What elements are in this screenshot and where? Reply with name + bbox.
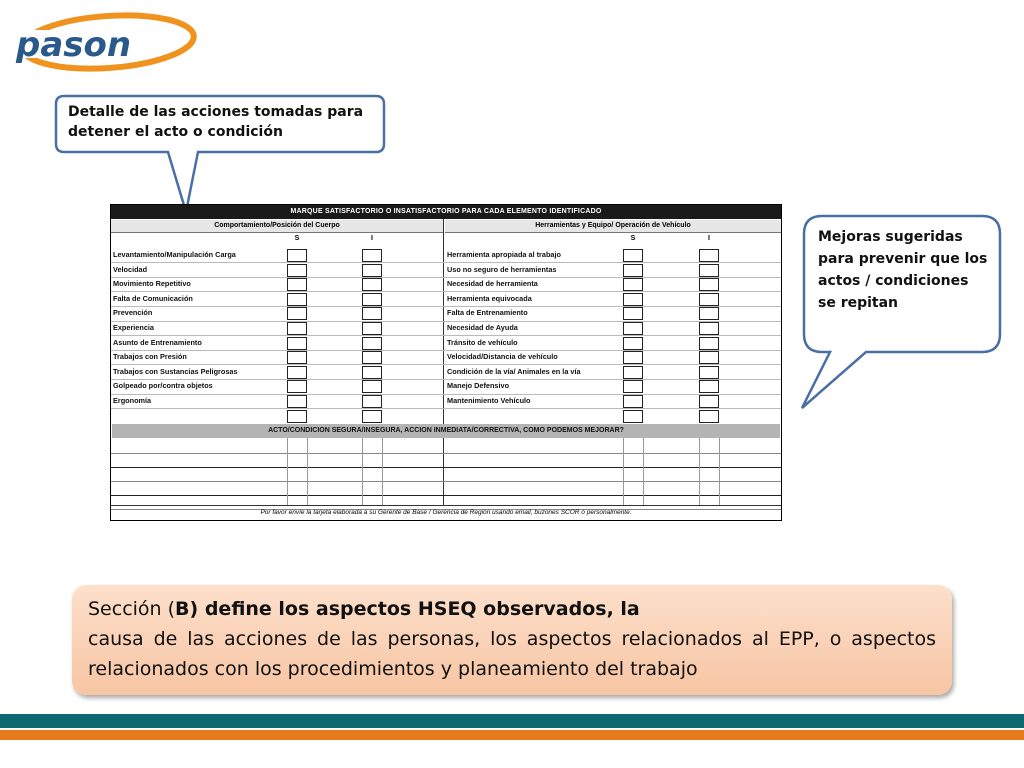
form-right-item: Mantenimiento Vehículo [447, 396, 531, 405]
s-checkbox[interactable] [623, 249, 643, 262]
form-footer: Por favor envíe la tarjeta elaborada a su Gerente de Base / Gerencia de Región usando email, buzones SCOR ó personalmente. [111, 505, 781, 520]
form-header: MARQUE SATISFACTORIO O INSATISFACTORIO PARA CADA ELEMENTO IDENTIFICADO [111, 205, 781, 219]
form-right-item: Tránsito de vehículo [447, 337, 518, 347]
s-checkbox[interactable] [287, 337, 307, 350]
i-checkbox[interactable] [699, 278, 719, 291]
action-bar: ACTO/CONDICION SEGURA/INSEGURA, ACCION INMEDIATA/CORRECTIVA, COMO PODEMOS MEJORAR? [112, 424, 780, 438]
empty-checkbox[interactable] [699, 410, 719, 423]
s-checkbox[interactable] [287, 278, 307, 291]
section-b-prefix: Sección ( [88, 598, 176, 620]
logo-text: pason [16, 25, 132, 65]
form-right-item: Necesidad de Ayuda [447, 323, 518, 332]
i-checkbox[interactable] [699, 337, 719, 350]
i-checkbox[interactable] [699, 322, 719, 335]
form-right-item: Velocidad/Distancia de vehículo [447, 352, 558, 362]
s-checkbox[interactable] [287, 293, 307, 306]
s-checkbox[interactable] [623, 278, 643, 291]
form-left-item: Movimiento Repetitivo [113, 279, 191, 289]
observation-form [110, 204, 782, 521]
footer-band-orange [0, 730, 1024, 740]
s-checkbox[interactable] [623, 395, 643, 408]
s-checkbox[interactable] [623, 337, 643, 350]
s-checkbox[interactable] [623, 351, 643, 364]
form-left-item: Levantamiento/Manipulación Carga [113, 250, 236, 259]
callout-right-text: Mejoras sugeridas para prevenir que los actos / condiciones se repitan [818, 229, 988, 311]
section-b-body: causa de las acciones de las personas, los aspectos relacionados al EPP, o aspectos relacionados con los procedimientos y planeamiento del trabajo [88, 628, 936, 680]
s-label-right: S [630, 235, 636, 242]
form-left-item: Velocidad [113, 264, 148, 274]
form-left-item: Trabajos con Sustancias Peligrosas [113, 366, 238, 376]
i-checkbox[interactable] [362, 395, 382, 408]
form-left-item: Prevención [113, 308, 153, 318]
form-left-item: Trabajos con Presión [113, 352, 187, 362]
i-checkbox[interactable] [362, 278, 382, 291]
s-checkbox[interactable] [623, 293, 643, 306]
i-label-left: I [371, 235, 373, 242]
i-label-right: I [708, 235, 710, 242]
form-right-item: Condición de la vía/ Animales en la vía [447, 366, 581, 376]
form-left-item: Asunto de Entrenamiento [113, 337, 202, 347]
blank-line [111, 453, 781, 454]
i-checkbox[interactable] [699, 366, 719, 379]
i-checkbox[interactable] [362, 351, 382, 364]
empty-checkbox[interactable] [623, 410, 643, 423]
form-right-item: Uso no seguro de herramientas [447, 264, 557, 274]
s-checkbox[interactable] [623, 380, 643, 393]
form-left-item: Experiencia [113, 323, 154, 332]
i-checkbox[interactable] [699, 264, 719, 277]
form-right-item: Herramienta equivocada [447, 293, 532, 303]
s-checkbox[interactable] [287, 380, 307, 393]
form-left-item: Golpeado por/contra objetos [113, 381, 213, 391]
empty-checkbox[interactable] [287, 410, 307, 423]
i-checkbox[interactable] [362, 293, 382, 306]
s-checkbox[interactable] [287, 395, 307, 408]
empty-checkbox[interactable] [362, 410, 382, 423]
s-checkbox[interactable] [287, 322, 307, 335]
i-checkbox[interactable] [362, 264, 382, 277]
i-checkbox[interactable] [699, 307, 719, 320]
form-col-right-title: Herramientas y Equipo/ Operación de Vehículo [445, 220, 781, 233]
s-checkbox[interactable] [287, 264, 307, 277]
s-checkbox[interactable] [623, 264, 643, 277]
form-right-item: Herramienta apropiada al trabajo [447, 250, 561, 259]
i-checkbox[interactable] [362, 366, 382, 379]
i-checkbox[interactable] [362, 249, 382, 262]
s-label-left: S [294, 235, 300, 242]
section-b-explanation [72, 585, 952, 695]
i-checkbox[interactable] [362, 322, 382, 335]
s-checkbox[interactable] [287, 351, 307, 364]
i-checkbox[interactable] [699, 351, 719, 364]
form-right-item: Falta de Entrenamiento [447, 308, 528, 318]
i-checkbox[interactable] [362, 380, 382, 393]
s-checkbox[interactable] [623, 307, 643, 320]
section-b-bold: B) define los aspectos HSEQ observados, la [175, 598, 640, 620]
i-checkbox[interactable] [699, 293, 719, 306]
form-right-item: Manejo Defensivo [447, 381, 510, 391]
blank-line [111, 495, 781, 496]
form-right-item: Necesidad de herramienta [447, 279, 538, 289]
i-checkbox[interactable] [699, 395, 719, 408]
blank-line [111, 467, 781, 468]
s-checkbox[interactable] [287, 366, 307, 379]
form-left-item: Falta de Comunicación [113, 293, 193, 303]
s-checkbox[interactable] [623, 322, 643, 335]
form-left-item: Ergonomía [113, 396, 152, 405]
s-checkbox[interactable] [623, 366, 643, 379]
blank-line [111, 481, 781, 482]
i-checkbox[interactable] [699, 380, 719, 393]
i-checkbox[interactable] [699, 249, 719, 262]
i-checkbox[interactable] [362, 337, 382, 350]
callout-left-text: Detalle de las acciones tomadas para detener el acto o condición [68, 104, 364, 140]
s-checkbox[interactable] [287, 249, 307, 262]
s-checkbox[interactable] [287, 307, 307, 320]
form-col-left-title: Comportamiento/Posición del Cuerpo [111, 220, 443, 233]
footer-band-teal [0, 714, 1024, 728]
i-checkbox[interactable] [362, 307, 382, 320]
